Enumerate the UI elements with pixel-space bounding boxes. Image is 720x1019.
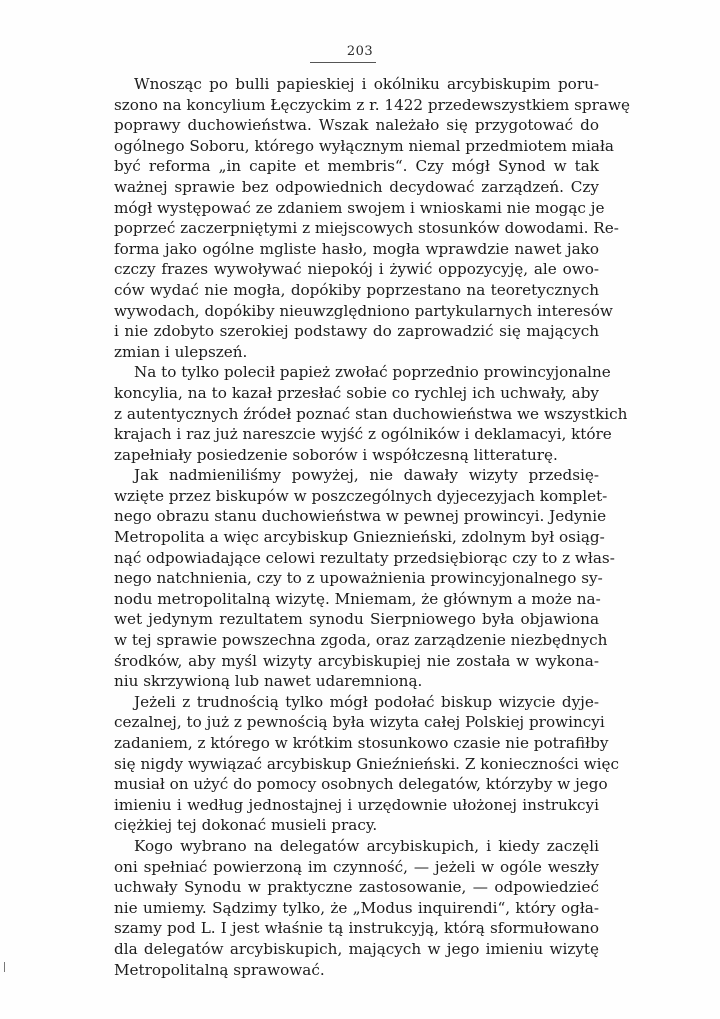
text-line: Kogo wybrano na delegatów arcybiskupich, i kiedy zaczęli — [134, 836, 599, 855]
text-line: Wnosząc po bulli papieskiej i okólniku arcybiskupim poru- — [134, 75, 599, 93]
text-line: Metropolita a więc arcybiskup Gnieznieński, zdolnym był osiąg- — [114, 528, 605, 547]
text-line: oni spełniać powierzoną im czynność, — jeżeli w ogóle weszły — [114, 857, 599, 876]
text-line: poprawy duchowieństwa. Wszak należało się przygotować do — [114, 116, 599, 135]
text-line: nąć odpowiadające celowi rezultaty przedsiębiorąc czy to z włas- — [114, 548, 615, 567]
text-line: zadaniem, z którego w krótkim stosunkowo czasie nie potrafiłby — [114, 734, 609, 752]
text-line: nie umiemy. Sądzimy tylko, że „Modus inquirendi“, który ogła- — [114, 898, 599, 917]
text-line: cezalnej, to już z pewnością była wizyta całej Polskiej prowincyi — [114, 713, 605, 732]
page-number: 203 — [346, 44, 374, 59]
text-line: ców wydać nie mogła, dopókiby poprzestano na teoretycznych — [114, 280, 599, 299]
text-line: w tej sprawie powszechna zgoda, oraz zarządzenie niezbędnych — [114, 631, 608, 650]
text-line: wywodach, dopókiby nieuwzględniono partykularnych interesów — [114, 301, 613, 320]
text-line: krajach i raz już nareszcie wyjść z ogólników i deklamacyi, które — [114, 425, 612, 444]
text-line: wet jedynym rezultatem synodu Sierpniowego była objawiona — [114, 610, 599, 629]
text-line: zapełniały posiedzenie soborów i współczesną litteraturę. — [114, 445, 558, 464]
text-line: nodu metropolitalną wizytę. Mniemam, że głównym a może na- — [114, 589, 601, 608]
text-line: Jeżeli z trudnością tylko mógł podołać biskup wizycie dyje- — [134, 692, 599, 711]
text-line: zmian i ulepszeń. — [114, 342, 248, 361]
text-line: wzięte przez biskupów w poszczególnych dyjecezyjach komplet- — [114, 486, 608, 505]
text-line: nego natchnienia, czy to z upoważnienia prowincyjonalnego sy- — [114, 569, 603, 588]
margin-mark — [4, 962, 8, 972]
text-line: być reforma „in capite et membris“. Czy mógł Synod w tak — [114, 157, 599, 176]
text-line: się nigdy wywiązać arcybiskup Gnieźnieński. Z konieczności więc — [114, 754, 619, 773]
text-line: środków, aby myśl wizyty arcybiskupiej nie została w wykona- — [114, 651, 599, 670]
text-line: czczy frazes wywoływać niepokój i żywić oppozycyję, ale owo- — [114, 260, 599, 279]
text-line: poprzeć zaczerpniętymi z miejscowych stosunków dowodami. Re- — [114, 219, 619, 238]
text-line: ciężkiej tej dokonać musieli pracy. — [114, 816, 378, 835]
text-line: szamy pod L. I jest właśnie tą instrukcyją, którą sformułowano — [114, 919, 599, 938]
text-line: Na to tylko polecił papież zwołać poprzednio prowincyjonalne — [134, 363, 611, 382]
text-line: nego obrazu stanu duchowieństwa w pewnej prowincyi. Jedynie — [114, 507, 607, 526]
text-line: niu skrzywioną lub nawet udaremnioną. — [114, 672, 423, 691]
text-line: imieniu i według jednostajnej i urzędownie ułożonej instrukcyi — [114, 795, 599, 814]
text-line: ogólnego Soboru, którego wyłącznym niemal przedmiotem miała — [114, 136, 614, 155]
text-line: dla delegatów arcybiskupich, mających w jego imieniu wizytę — [114, 939, 599, 958]
text-line: Jak nadmieniliśmy powyżej, nie dawały wizyty przedsię- — [134, 466, 599, 485]
text-line: i nie zdobyto szerokiej podstawy do zaprowadzić się mających — [114, 322, 599, 341]
text-line: z autentycznych źródeł poznać stan duchowieństwa we wszystkich — [114, 404, 628, 423]
text-line: uchwały Synodu w praktyczne zastosowanie, — odpowiedzieć — [114, 878, 599, 897]
page-number-rule — [310, 62, 376, 63]
text-line: Metropolitalną sprawować. — [114, 960, 325, 979]
text-line: ważnej sprawie bez odpowiednich decydować zarządzeń. Czy — [114, 177, 599, 196]
text-line: szono na koncylium Łęczyckim z r. 1422 przedewszystkiem sprawę — [114, 95, 630, 114]
text-line: mógł występować ze zdaniem swojem i wnioskami nie mogąc je — [114, 198, 605, 217]
text-line: musiał on użyć do pomocy osobnych delegatów, którzyby w jego — [114, 775, 608, 794]
text-line: koncylia, na to kazał przesłać sobie co rychlej ich uchwały, aby — [114, 383, 599, 402]
body-text — [114, 74, 630, 980]
text-line: forma jako ogólne mgliste hasło, mogła wprawdzie nawet jako — [114, 239, 599, 258]
